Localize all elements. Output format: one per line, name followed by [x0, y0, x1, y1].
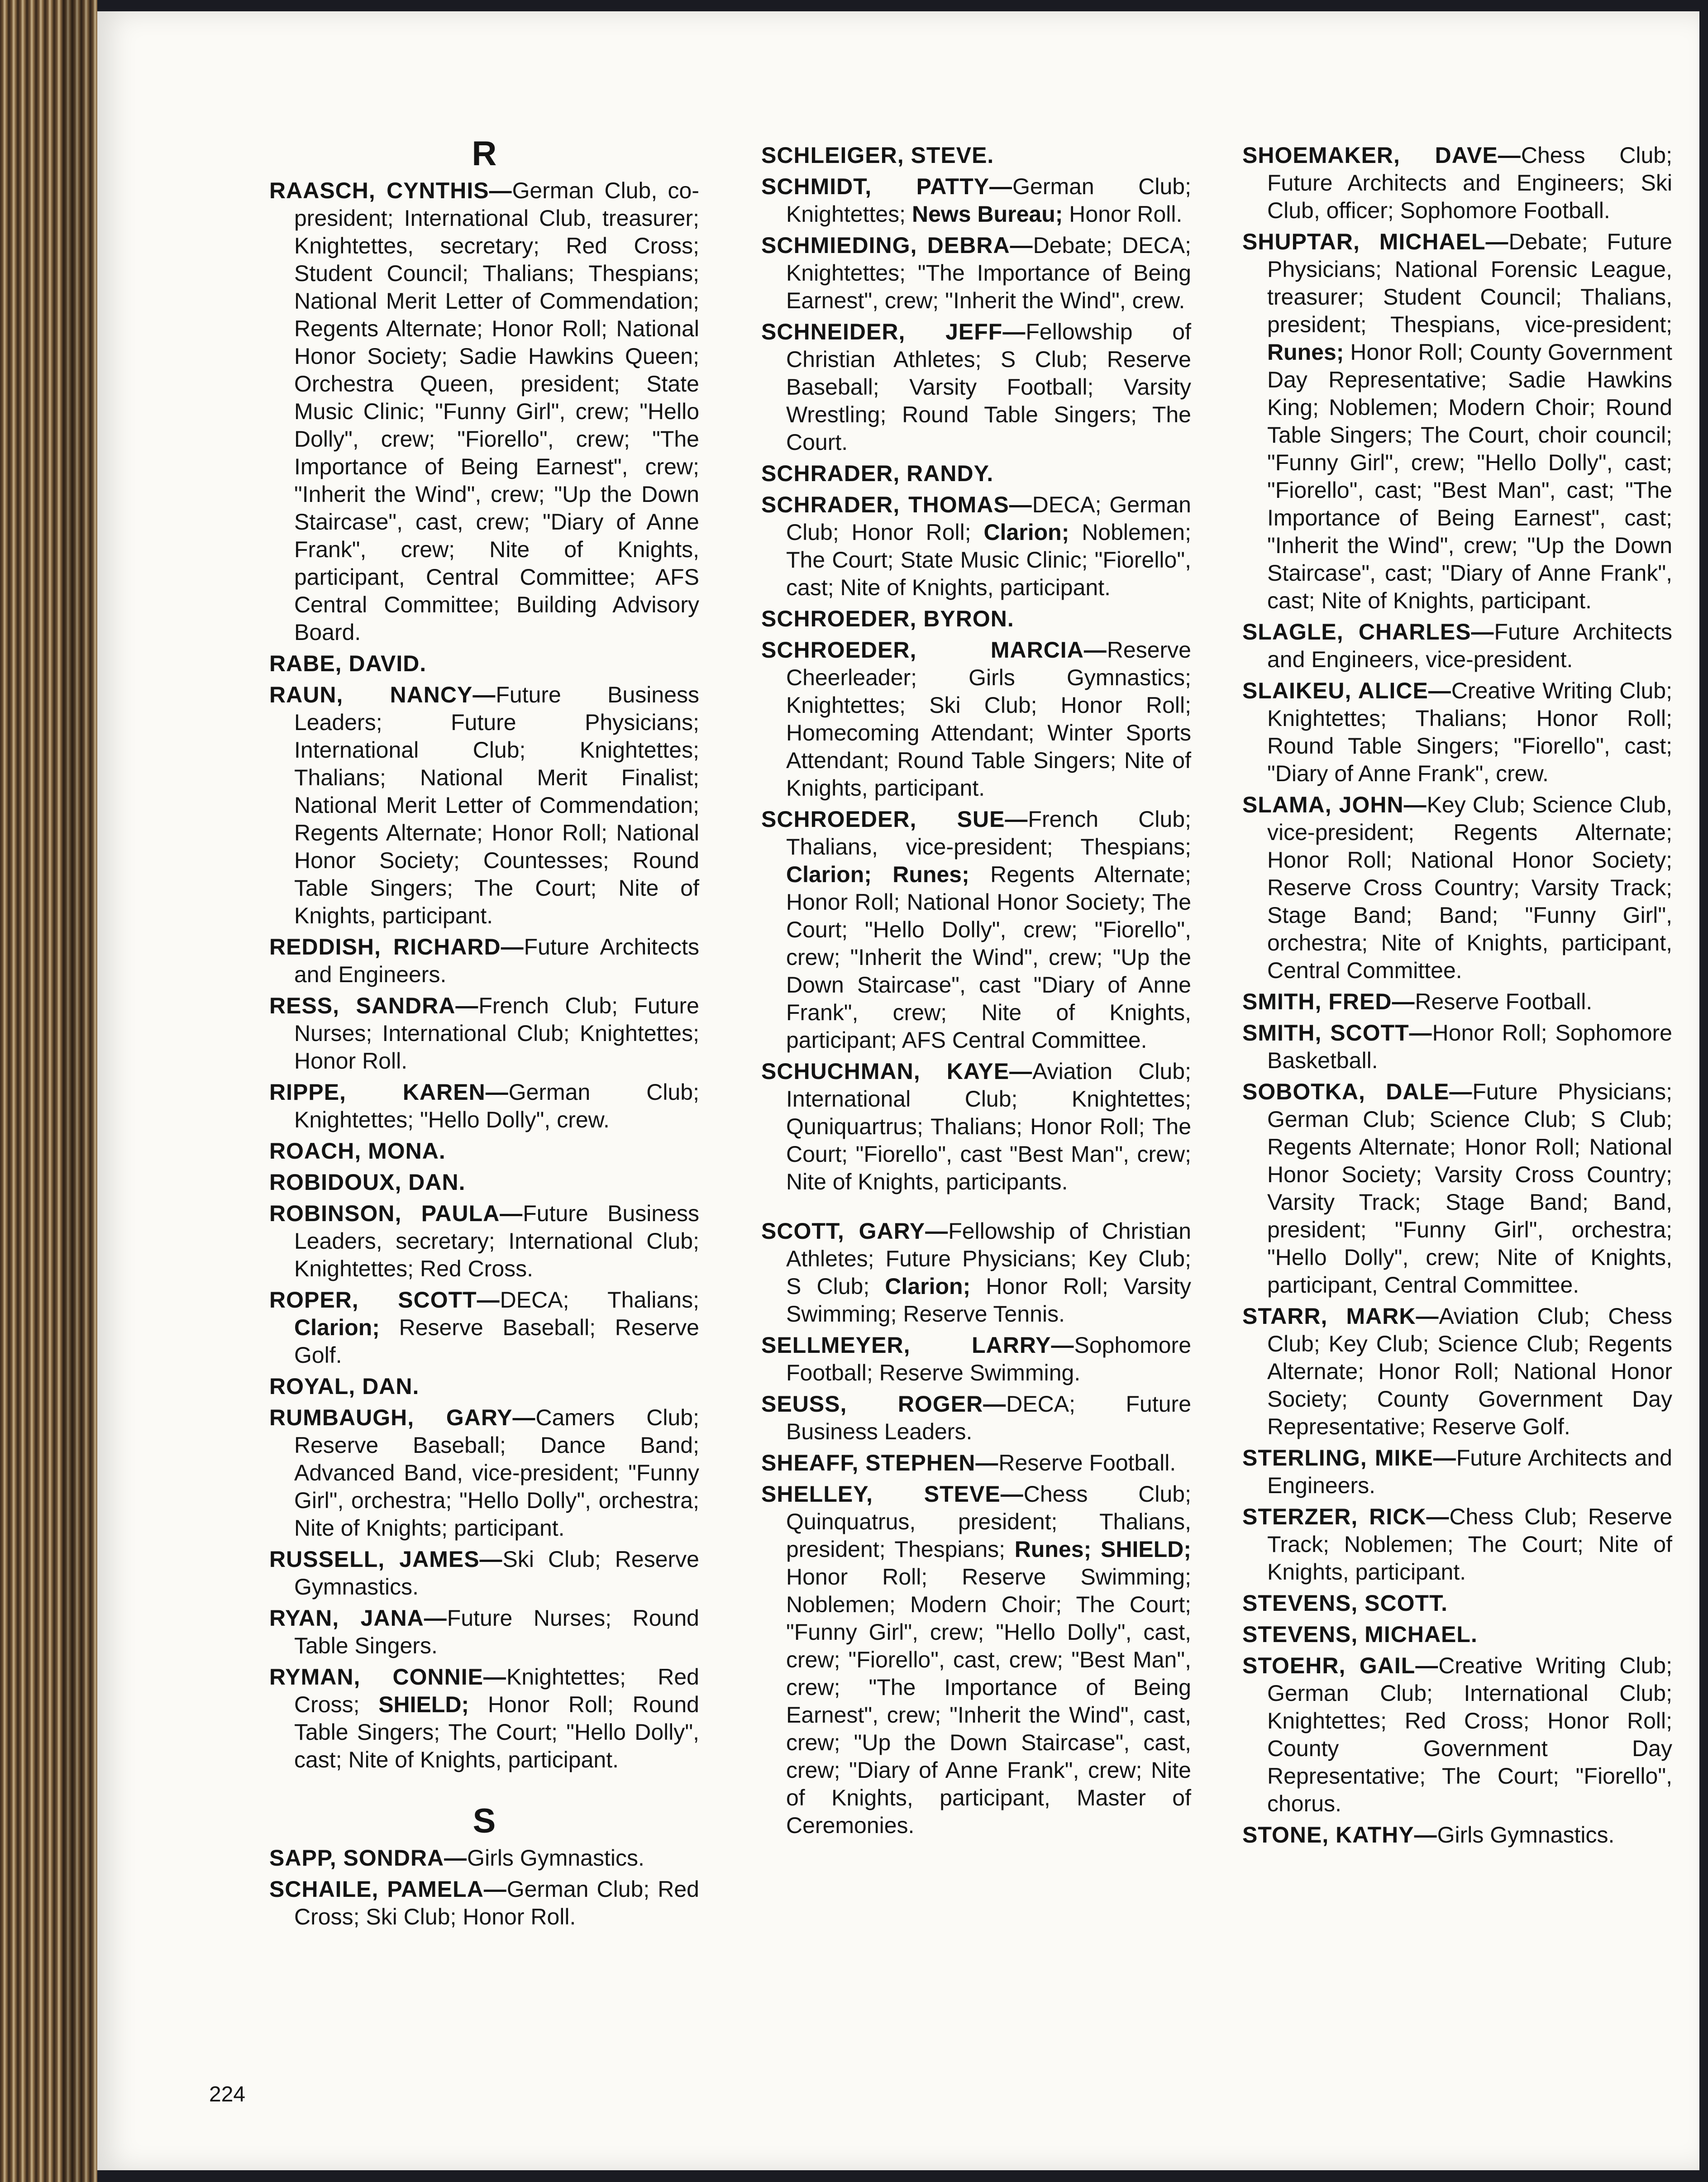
- entry-dash: —: [512, 1405, 536, 1430]
- entry-dash: —: [1000, 1481, 1024, 1507]
- activities-text: Girls Gymnastics.: [1437, 1822, 1615, 1848]
- activities-text: Future Business Leaders, secretary; International Club; Knightettes; Red Cross.: [294, 1201, 699, 1281]
- student-entry: [761, 806, 1191, 1054]
- activities-text: Knightettes; Red Cross;: [294, 1664, 699, 1717]
- student-entry: [761, 173, 1191, 228]
- activities-text: Creative Writing Club; Knightettes; Thalians; Honor Roll; Round Table Singers; "Fiorello", cast; "Diary of Anne Frank", crew.: [1267, 678, 1672, 786]
- activities-text: DECA; Thalians;: [500, 1287, 699, 1313]
- student-entry: [1242, 1621, 1672, 1648]
- student-activities: [1437, 1822, 1615, 1848]
- entry-dash: —: [1433, 1445, 1456, 1471]
- student-entry: [761, 491, 1191, 602]
- activities-text: Future Nurses; Round Table Singers.: [294, 1605, 699, 1658]
- student-entry: [269, 933, 699, 988]
- student-entry: [761, 1218, 1191, 1328]
- section-letter-s: S: [472, 1802, 496, 1840]
- activities-text: Future Business Leaders; Future Physicians; International Club; Knightettes; Thalians; National Merit Finalist; National Merit Letter of Commendation; Regents Alternate; Honor Roll; National Honor Society; Countesses; Round Table Singers; The Court; Nite of Knights, participant.: [294, 682, 699, 928]
- student-entry: [761, 1390, 1191, 1446]
- student-name: SCHROEDER, SUE: [761, 807, 1005, 832]
- activities-text: DECA; German Club; Honor Roll;: [786, 492, 1191, 545]
- entry-dash: —: [1449, 1079, 1473, 1104]
- student-entry: [1242, 1303, 1672, 1441]
- student-activities: [786, 807, 1191, 1053]
- entry-dash: —: [489, 178, 512, 203]
- student-activities: [1267, 792, 1672, 983]
- student-name: STOEHR, GAIL: [1242, 1653, 1416, 1678]
- activities-text: German Club; Knightettes; "Hello Dolly", crew.: [294, 1079, 699, 1132]
- student-name: SMITH, FRED: [1242, 989, 1392, 1014]
- activities-text: Debate; DECA; Knightettes; "The Importance of Being Earnest", crew; "Inherit the Wind", crew.: [786, 233, 1192, 313]
- activities-text: Aviation Club; International Club; Knightettes; Quniquartrus; Thalians; Honor Roll; The Court; "Fiorello", cast "Best Man", crew; Nite of Knights, participants.: [786, 1059, 1191, 1194]
- student-name: SOBOTKA, DALE: [1242, 1079, 1450, 1104]
- student-entry: [761, 142, 1191, 169]
- student-entry: [269, 1663, 699, 1774]
- student-name: SMITH, SCOTT: [1242, 1020, 1409, 1046]
- student-name: RIPPE, KAREN: [269, 1079, 486, 1105]
- student-entry: [269, 1604, 699, 1660]
- activities-bold: Clarion;: [885, 1274, 971, 1299]
- activities-text: Honor Roll.: [1063, 201, 1183, 227]
- entry-dash: —: [483, 1664, 507, 1690]
- section-letter-r: R: [472, 134, 497, 173]
- student-entry: [1242, 228, 1672, 615]
- activities-text: French Club; Future Nurses; International Club; Knightettes; Honor Roll.: [294, 993, 699, 1074]
- student-name: STEVENS, MICHAEL.: [1242, 1622, 1478, 1647]
- activities-text: Honor Roll; Round Table Singers; The Court; "Hello Dolly", cast; Nite of Knights, participant.: [294, 1692, 699, 1772]
- student-name: RAASCH, CYNTHIS: [269, 178, 489, 203]
- entry-dash: —: [455, 993, 479, 1018]
- student-entry: [1242, 1652, 1672, 1818]
- student-activities: [1267, 1079, 1672, 1298]
- activities-text: Future Architects and Engineers, vice-president.: [1267, 619, 1672, 672]
- activities-text: Camers Club; Reserve Baseball; Dance Band; Advanced Band, vice-president; "Funny Girl", orchestra; "Hello Dolly", orchestra; Nite of Knights; participant.: [294, 1405, 699, 1541]
- entry-dash: —: [500, 1201, 523, 1226]
- entry-dash: —: [477, 1287, 500, 1313]
- activities-text: Future Architects and Engineers.: [294, 934, 699, 987]
- entry-dash: —: [1403, 792, 1427, 817]
- student-entry: [269, 1404, 699, 1542]
- entry-dash: —: [1083, 637, 1107, 663]
- activities-text: French Club; Thalians, vice-president; Thespians;: [786, 807, 1191, 859]
- student-entry: [269, 1079, 699, 1134]
- entry-dash: —: [1002, 319, 1026, 344]
- student-entry: [269, 1876, 699, 1931]
- entry-dash: —: [1498, 143, 1521, 168]
- student-entry: [761, 1058, 1191, 1196]
- student-name: ROBINSON, PAULA: [269, 1201, 500, 1226]
- student-name: SCHLEIGER, STEVE.: [761, 143, 994, 168]
- entry-dash: —: [989, 174, 1013, 199]
- student-name: SLAIKEU, ALICE: [1242, 678, 1428, 703]
- activities-text: Honor Roll; Varsity Swimming; Reserve Tennis.: [786, 1274, 1191, 1327]
- student-entry: [1242, 988, 1672, 1016]
- entry-dash: —: [479, 1547, 503, 1572]
- entry-dash: —: [1010, 233, 1033, 258]
- student-name: SCHUCHMAN, KAYE: [761, 1059, 1010, 1084]
- activities-bold: News Bureau;: [911, 201, 1063, 227]
- activities-bold: Clarion; Runes;: [786, 862, 969, 887]
- entry-dash: —: [1409, 1020, 1432, 1046]
- activities-text: Creative Writing Club; German Club; International Club; Knightettes; Red Cross; Honor Roll; County Government Day Representative; The Court; "Fiorello", chorus.: [1267, 1653, 1672, 1816]
- entry-dash: —: [1009, 1059, 1033, 1084]
- entry-dash: —: [1005, 807, 1028, 832]
- entry-dash: —: [1485, 229, 1509, 254]
- student-name: STARR, MARK: [1242, 1303, 1416, 1329]
- student-name: RYMAN, CONNIE: [269, 1664, 484, 1690]
- yearbook-page: [97, 11, 1699, 2170]
- student-activities: [1415, 989, 1592, 1014]
- entry-dash: —: [1392, 989, 1415, 1014]
- spacer: [761, 1199, 1191, 1218]
- student-name: RESS, SANDRA: [269, 993, 456, 1018]
- student-entry: [761, 318, 1191, 456]
- student-name: ROBIDOUX, DAN.: [269, 1170, 466, 1195]
- activities-text: Regents Alternate; Honor Roll; National Honor Society; The Court; "Hello Dolly", crew; "Fiorello", crew; "Inherit the Wind", crew; "Up the Down Staircase", cast "Diary of Anne Frank", crew; Nite of Knights, participant; AFS Central Committee.: [786, 862, 1191, 1053]
- student-name: SAPP, SONDRA: [269, 1845, 444, 1871]
- student-entry: [761, 605, 1191, 633]
- student-entry: [761, 1449, 1191, 1477]
- activities-text: DECA; Future Business Leaders.: [786, 1391, 1191, 1444]
- student-name: SCHNEIDER, JEFF: [761, 319, 1003, 344]
- student-name: SCOTT, GARY: [761, 1218, 926, 1244]
- student-entry: [761, 460, 1191, 487]
- entry-dash: —: [501, 934, 524, 960]
- student-name: SCHRADER, RANDY.: [761, 461, 994, 486]
- student-name: SCHRADER, THOMAS: [761, 492, 1009, 517]
- activities-text: Key Club; Science Club, vice-president; Regents Alternate; Honor Roll; National Honor Society; Reserve Cross Country; Varsity Track; Stage Band; Band; "Funny Girl", orchestra; Nite of Knights, participant, Central Committee.: [1267, 792, 1672, 983]
- student-name: SHEAFF, STEPHEN: [761, 1450, 976, 1475]
- entry-dash: —: [983, 1391, 1007, 1417]
- student-entry: [269, 992, 699, 1075]
- student-name: STERLING, MIKE: [1242, 1445, 1433, 1471]
- student-name: SLAMA, JOHN: [1242, 792, 1404, 817]
- spine-shadow: [63, 0, 97, 2182]
- student-entry: [1242, 1444, 1672, 1499]
- activities-text: Chess Club; Future Architects and Engineers; Ski Club, officer; Sophomore Football.: [1267, 143, 1673, 223]
- activities-text: Fellowship of Christian Athletes; Future Physicians; Key Club; S Club;: [786, 1218, 1192, 1299]
- column-2: [761, 142, 1191, 1843]
- activities-text: Future Architects and Engineers.: [1267, 1445, 1672, 1498]
- student-name: STERZER, RICK: [1242, 1504, 1427, 1529]
- entry-dash: —: [485, 1079, 509, 1105]
- entry-dash: —: [424, 1605, 447, 1631]
- student-entry: [761, 1332, 1191, 1387]
- activities-text: Honor Roll; Reserve Swimming; Noblemen; Modern Choir; The Court; "Funny Girl", crew; "Hello Dolly", cast, crew; "Fiorello", cast, crew; "Best Man", crew; "The Importance of Being Earnest", crew; "Inherit the Wind", cast, crew; "Up the Down Staircase", cast, crew; "Diary of Anne Frank", crew; Nite of Knights, participant, Master of Ceremonies.: [786, 1564, 1191, 1838]
- activities-text: Noblemen; The Court; State Music Clinic; "Fiorello", cast; Nite of Knights, participant.: [786, 520, 1191, 600]
- activities-text: Sophomore Football; Reserve Swimming.: [786, 1332, 1191, 1385]
- activities-text: Reserve Baseball; Reserve Golf.: [294, 1315, 699, 1368]
- entry-dash: —: [1009, 492, 1032, 517]
- student-activities: [998, 1450, 1176, 1475]
- activities-text: Chess Club; Quinquatrus, president; Thalians, president; Thespians;: [786, 1481, 1191, 1562]
- student-entry: [1242, 142, 1672, 224]
- student-entry: [761, 1480, 1191, 1839]
- activities-text: Honor Roll; Sophomore Basketball.: [1267, 1020, 1672, 1073]
- student-name: ROPER, SCOTT: [269, 1287, 477, 1313]
- entry-dash: —: [1426, 1504, 1450, 1529]
- student-entry: [269, 650, 699, 678]
- activities-bold: Clarion;: [294, 1315, 380, 1340]
- entry-dash: —: [483, 1876, 507, 1902]
- activities-bold: Runes;: [1267, 339, 1344, 365]
- activities-text: German Club; Red Cross; Ski Club; Honor Roll.: [294, 1876, 699, 1929]
- student-name: SHELLEY, STEVE: [761, 1481, 1001, 1507]
- student-activities: [786, 1481, 1191, 1838]
- student-name: SHUPTAR, MICHAEL: [1242, 229, 1486, 254]
- page-number: 224: [209, 2082, 246, 2106]
- entry-dash: —: [1414, 1822, 1437, 1848]
- entry-dash: —: [472, 682, 496, 707]
- student-entry: [269, 681, 699, 930]
- activities-text: Aviation Club; Chess Club; Key Club; Science Club; Regents Alternate; Honor Roll; National Honor Society; County Government Day Representative; Reserve Golf.: [1267, 1303, 1672, 1439]
- student-name: SHOEMAKER, DAVE: [1242, 143, 1498, 168]
- student-entry: [269, 1169, 699, 1196]
- student-entry: [761, 636, 1191, 802]
- entry-dash: —: [975, 1450, 999, 1475]
- student-entry: [269, 1200, 699, 1283]
- activities-text: Reserve Football.: [998, 1450, 1176, 1475]
- activities-bold: SHIELD;: [378, 1692, 469, 1717]
- student-entry: [1242, 791, 1672, 984]
- activities-text: Girls Gymnastics.: [467, 1845, 644, 1871]
- student-entry: [1242, 1590, 1672, 1617]
- activities-text: Chess Club; Reserve Track; Noblemen; The Court; Nite of Knights, participant.: [1267, 1504, 1672, 1585]
- activities-bold: Runes; SHIELD;: [1014, 1537, 1191, 1562]
- student-activities: [467, 1845, 644, 1871]
- activities-bold: Clarion;: [983, 520, 1069, 545]
- student-entry: [1242, 1503, 1672, 1586]
- activities-text: Ski Club; Reserve Gymnastics.: [294, 1547, 699, 1599]
- student-name: SELLMEYER, LARRY: [761, 1332, 1051, 1358]
- student-name: SCHMIEDING, DEBRA: [761, 233, 1010, 258]
- entry-dash: —: [1428, 678, 1451, 703]
- student-name: SCHROEDER, MARCIA: [761, 637, 1084, 663]
- activities-text: German Club; Knightettes;: [786, 174, 1191, 227]
- student-entry: [269, 1286, 699, 1369]
- student-name: SEUSS, ROGER: [761, 1391, 983, 1417]
- student-entry: [269, 1546, 699, 1601]
- entry-dash: —: [925, 1218, 949, 1244]
- column-3: [1242, 142, 1672, 1853]
- student-entry: [269, 177, 699, 646]
- activities-text: German Club, co-president; International Club, treasurer; Knightettes, secretary; Red Cross; Student Council; Thalians; Thespians; National Merit Letter of Commendation; Regents Alternate; Honor Roll; National Honor Society; Sadie Hawkins Queen; Orchestra Queen, president; State Music Clinic; "Funny Girl", crew; "Hello Dolly", crew; "Fiorello", crew; "The Importance of Being Earnest", crew; "Inherit the Wind", crew; "Up the Down Staircase", cast, crew; "Diary of Anne Frank", crew; Nite of Knights, participant, Central Committee; AFS Central Committee; Building Advisory Board.: [294, 178, 699, 645]
- student-name: STEVENS, SCOTT.: [1242, 1590, 1448, 1616]
- student-name: SLAGLE, CHARLES: [1242, 619, 1471, 645]
- student-entry: [1242, 618, 1672, 673]
- student-name: RUSSELL, JAMES: [269, 1547, 480, 1572]
- activities-text: Debate; Future Physicians; National Forensic League, treasurer; Student Council; Thalians, president; Thespians, vice-president;: [1267, 229, 1672, 337]
- column-1: [269, 134, 699, 1934]
- student-entry: [1242, 1019, 1672, 1074]
- student-entry: [761, 232, 1191, 315]
- student-activities: [294, 682, 699, 928]
- student-entry: [269, 1844, 699, 1872]
- student-name: ROYAL, DAN.: [269, 1374, 420, 1399]
- student-name: ROACH, MONA.: [269, 1138, 446, 1164]
- student-entry: [1242, 677, 1672, 788]
- student-name: RUMBAUGH, GARY: [269, 1405, 513, 1430]
- student-entry: [269, 1137, 699, 1165]
- entry-dash: —: [1416, 1303, 1439, 1329]
- student-activities: [294, 178, 699, 645]
- activities-text: Reserve Cheerleader; Girls Gymnastics; Knightettes; Ski Club; Honor Roll; Homecoming Attendant; Winter Sports Attendant; Round Table Singers; Nite of Knights, participant.: [786, 637, 1191, 801]
- activities-text: Fellowship of Christian Athletes; S Club; Reserve Baseball; Varsity Football; Varsity Wrestling; Round Table Singers; The Court.: [786, 319, 1191, 455]
- student-name: RABE, DAVID.: [269, 651, 427, 676]
- student-activities: [1267, 229, 1672, 613]
- entry-dash: —: [1471, 619, 1494, 645]
- student-name: SCHMIDT, PATTY: [761, 174, 990, 199]
- student-name: STONE, KATHY: [1242, 1822, 1414, 1848]
- student-name: RAUN, NANCY: [269, 682, 473, 707]
- entry-dash: —: [1051, 1332, 1074, 1358]
- student-name: RYAN, JANA: [269, 1605, 424, 1631]
- student-name: SCHAILE, PAMELA: [269, 1876, 484, 1902]
- student-entry: [1242, 1821, 1672, 1849]
- student-name: SCHROEDER, BYRON.: [761, 606, 1014, 631]
- entry-dash: —: [1415, 1653, 1439, 1678]
- activities-text: Reserve Football.: [1415, 989, 1593, 1014]
- student-entry: [1242, 1078, 1672, 1299]
- student-name: REDDISH, RICHARD: [269, 934, 501, 960]
- activities-text: Future Physicians; German Club; Science Club; S Club; Regents Alternate; Honor Roll; National Honor Society; Varsity Cross Country; Varsity Track; Stage Band; Band, president; "Funny Girl", orchestra; "Hello Dolly", crew; Nite of Knights, participant, Central Committee.: [1267, 1079, 1672, 1298]
- student-entry: [269, 1373, 699, 1400]
- entry-dash: —: [444, 1845, 468, 1871]
- activities-text: Honor Roll; County Government Day Representative; Sadie Hawkins King; Noblemen; Modern Choir; Round Table Singers; The Court, choir council; "Funny Girl", crew; "Hello Dolly", cast; "Fiorello", cast; "Best Man", cast; "The Importance of Being Earnest", cast; "Inherit the Wind", crew; "Up the Down Staircase", cast; "Diary of Anne Frank", cast; Nite of Knights, participant.: [1267, 339, 1672, 613]
